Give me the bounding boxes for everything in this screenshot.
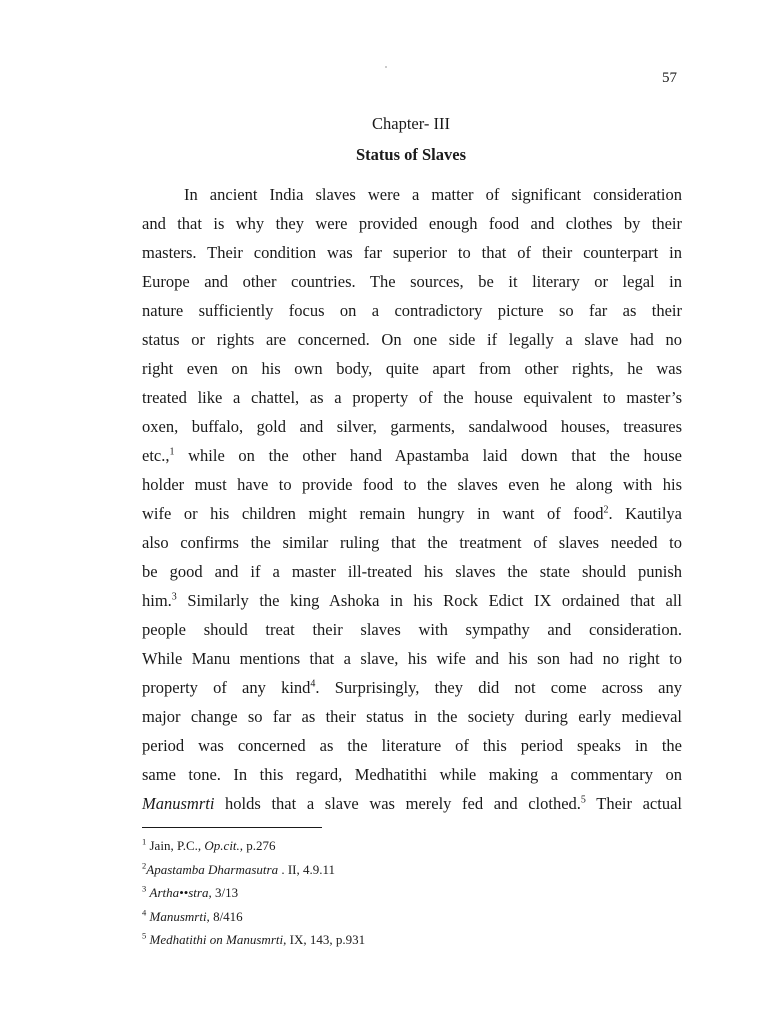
- footnote-italic: Artha••stra,: [149, 885, 212, 900]
- body-line: Europe and other countries. The sources, be it literary or legal in: [142, 272, 682, 291]
- body-line: people should treat their slaves with sympathy and consideration.: [142, 620, 682, 639]
- body-line: treated like a chattel, as a property of the house equivalent to master’s: [142, 388, 682, 407]
- body-text-span: Their actual: [585, 794, 682, 813]
- footnote-italic: Medhatithi on Manusmrti: [149, 932, 284, 947]
- footnote-ref: 2: [603, 504, 609, 516]
- footnote-text: 3/13: [211, 885, 239, 900]
- body-line: and that is why they were provided enough food and clothes by their: [142, 214, 682, 233]
- footnote-text: , IX, 143, p.931: [283, 932, 366, 947]
- body-line: period was concerned as the literature of this period speaks in the: [142, 736, 682, 755]
- italic-title: Manusmrti: [142, 794, 215, 813]
- footnote-ref: 4: [310, 678, 316, 690]
- body-line: oxen, buffalo, gold and silver, garments, sandalwood houses, treasures: [142, 417, 682, 436]
- chapter-title: Status of Slaves: [355, 145, 466, 164]
- footnote-text: 8/416: [209, 908, 243, 924]
- footnote-number: 1: [142, 836, 147, 847]
- body-line: [142, 673, 682, 702]
- footnote-number: 3: [142, 883, 147, 894]
- footnote-italic: Op.cit.,: [204, 838, 244, 853]
- body-text-span: . Kautilya: [608, 504, 682, 523]
- footnote-italic: Manusmrti,: [149, 908, 210, 924]
- body-text-span: etc.,: [142, 446, 170, 465]
- body-text-span: him.: [142, 591, 172, 610]
- body-text-span: while on the other hand Apastamba laid down that the house: [174, 446, 682, 465]
- footnote-ref: 1: [169, 446, 175, 458]
- body-text-span: wife or his children might remain hungry in want of food: [142, 504, 604, 523]
- footnote-italic: Apastamba Dharmasutra: [146, 861, 279, 877]
- footnote-ref: 5: [580, 794, 586, 806]
- footnote-text: . II, 4.9.11: [278, 861, 336, 877]
- body-line: major change so far as their status in the society during early medieval: [142, 707, 682, 726]
- body-line: masters. Their condition was far superior to that of their counterpart in: [142, 243, 682, 262]
- footnote-5: [142, 928, 682, 952]
- body-line: While Manu mentions that a slave, his wife and his son had no right to: [142, 649, 682, 668]
- footnote-ref: 3: [171, 591, 177, 603]
- footnote-text: p.276: [243, 838, 276, 853]
- body-line: be good and if a master ill-treated his slaves the state should punish: [142, 562, 682, 581]
- body-line: [142, 789, 682, 818]
- page-number: 57: [662, 70, 677, 86]
- body-line: [142, 441, 682, 470]
- scan-speck: [385, 66, 387, 68]
- body-paragraph: [142, 180, 682, 818]
- footnote-number: 5: [142, 930, 147, 941]
- footnote-text: Jain, P.C.,: [149, 838, 205, 853]
- body-line: [142, 499, 682, 528]
- footnotes: [142, 834, 682, 952]
- chapter-heading: Chapter- III: [371, 114, 450, 133]
- body-text-span: property of any kind: [142, 678, 311, 697]
- body-line: status or rights are concerned. On one side if legally a slave had no: [142, 330, 682, 349]
- footnote-1: [142, 834, 682, 858]
- body-line: right even on his own body, quite apart from other rights, he was: [142, 359, 682, 378]
- body-line: [142, 586, 682, 615]
- footnote-3: [142, 881, 682, 905]
- body-line: nature sufficiently focus on a contradictory picture so far as their: [142, 301, 682, 320]
- body-text-span: . Surprisingly, they did not come across any: [315, 678, 682, 697]
- body-line: In ancient India slaves were a matter of significant consideration: [184, 185, 682, 204]
- footnote-number: 4: [142, 907, 147, 918]
- body-line: also confirms the similar ruling that the treatment of slaves needed to: [142, 533, 682, 552]
- body-line: holder must have to provide food to the slaves even he along with his: [142, 475, 682, 494]
- footnote-4: [142, 905, 682, 929]
- footnote-number: 2: [142, 860, 147, 871]
- body-text-span: Similarly the king Ashoka in his Rock Edict IX ordained that all: [176, 591, 682, 610]
- footnote-separator: [142, 827, 322, 828]
- body-text-span: holds that a slave was merely fed and clothed.: [214, 794, 581, 813]
- body-line: same tone. In this regard, Medhatithi while making a commentary on: [142, 765, 682, 784]
- footnote-2: [142, 858, 682, 882]
